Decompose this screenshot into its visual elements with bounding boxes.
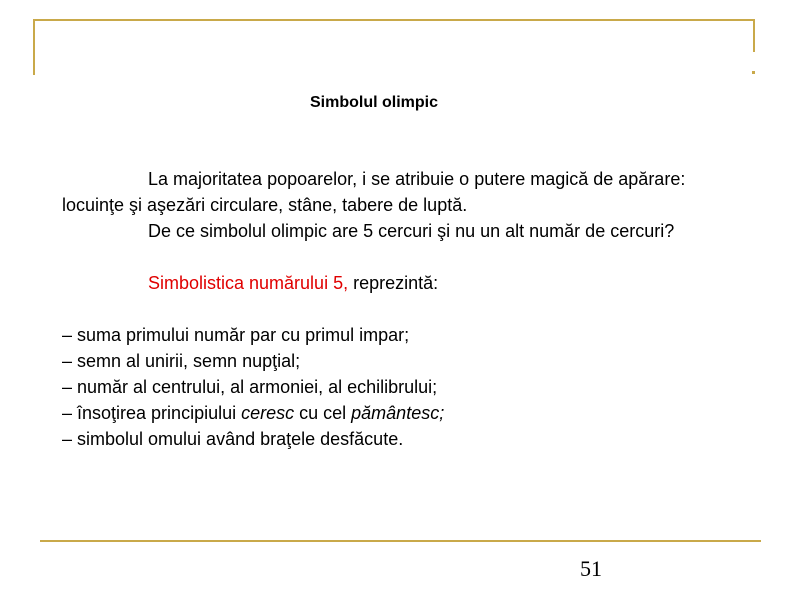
page-number: 51 xyxy=(580,556,602,581)
frame-top-line xyxy=(34,19,754,21)
list-item-4-part1: – însoţirea principiului xyxy=(62,403,242,423)
frame-left-line xyxy=(33,19,35,75)
symbolism-rest: reprezintă: xyxy=(348,273,439,293)
spacer xyxy=(62,244,742,270)
slide-title: Simbolul olimpic xyxy=(309,94,438,111)
list-item-4 xyxy=(62,400,742,426)
list-item-1: – suma primului număr par cu primul impar; xyxy=(62,325,410,345)
spacer xyxy=(62,296,742,322)
list-item-5: – simbolul omului având braţele desfăcute. xyxy=(62,429,404,449)
list-item-3: – număr al centrului, al armoniei, al echilibrului; xyxy=(62,377,438,397)
symbolism-highlight: Simbolistica numărului 5, xyxy=(148,273,349,293)
frame-corner-dot xyxy=(752,71,755,74)
slide-content xyxy=(62,166,742,452)
paragraph-symbolism xyxy=(62,270,742,296)
frame-right-line xyxy=(753,19,755,52)
list-item-4-italic2: pământesc; xyxy=(351,403,445,423)
list-item-2: – semn al unirii, semn nupţial; xyxy=(62,351,301,371)
paragraph-intro: La majoritatea popoarelor, i se atribuie o putere magică de apărare: locuinţe şi aşezări circulare, stâne, tabere de luptă. xyxy=(62,169,686,215)
bottom-rule xyxy=(40,540,761,542)
list-item-4-part2: cu cel xyxy=(294,403,352,423)
paragraph-question: De ce simbolul olimpic are 5 cercuri şi nu un alt număr de cercuri? xyxy=(148,221,675,241)
list-item-4-italic1: ceresc xyxy=(241,403,295,423)
